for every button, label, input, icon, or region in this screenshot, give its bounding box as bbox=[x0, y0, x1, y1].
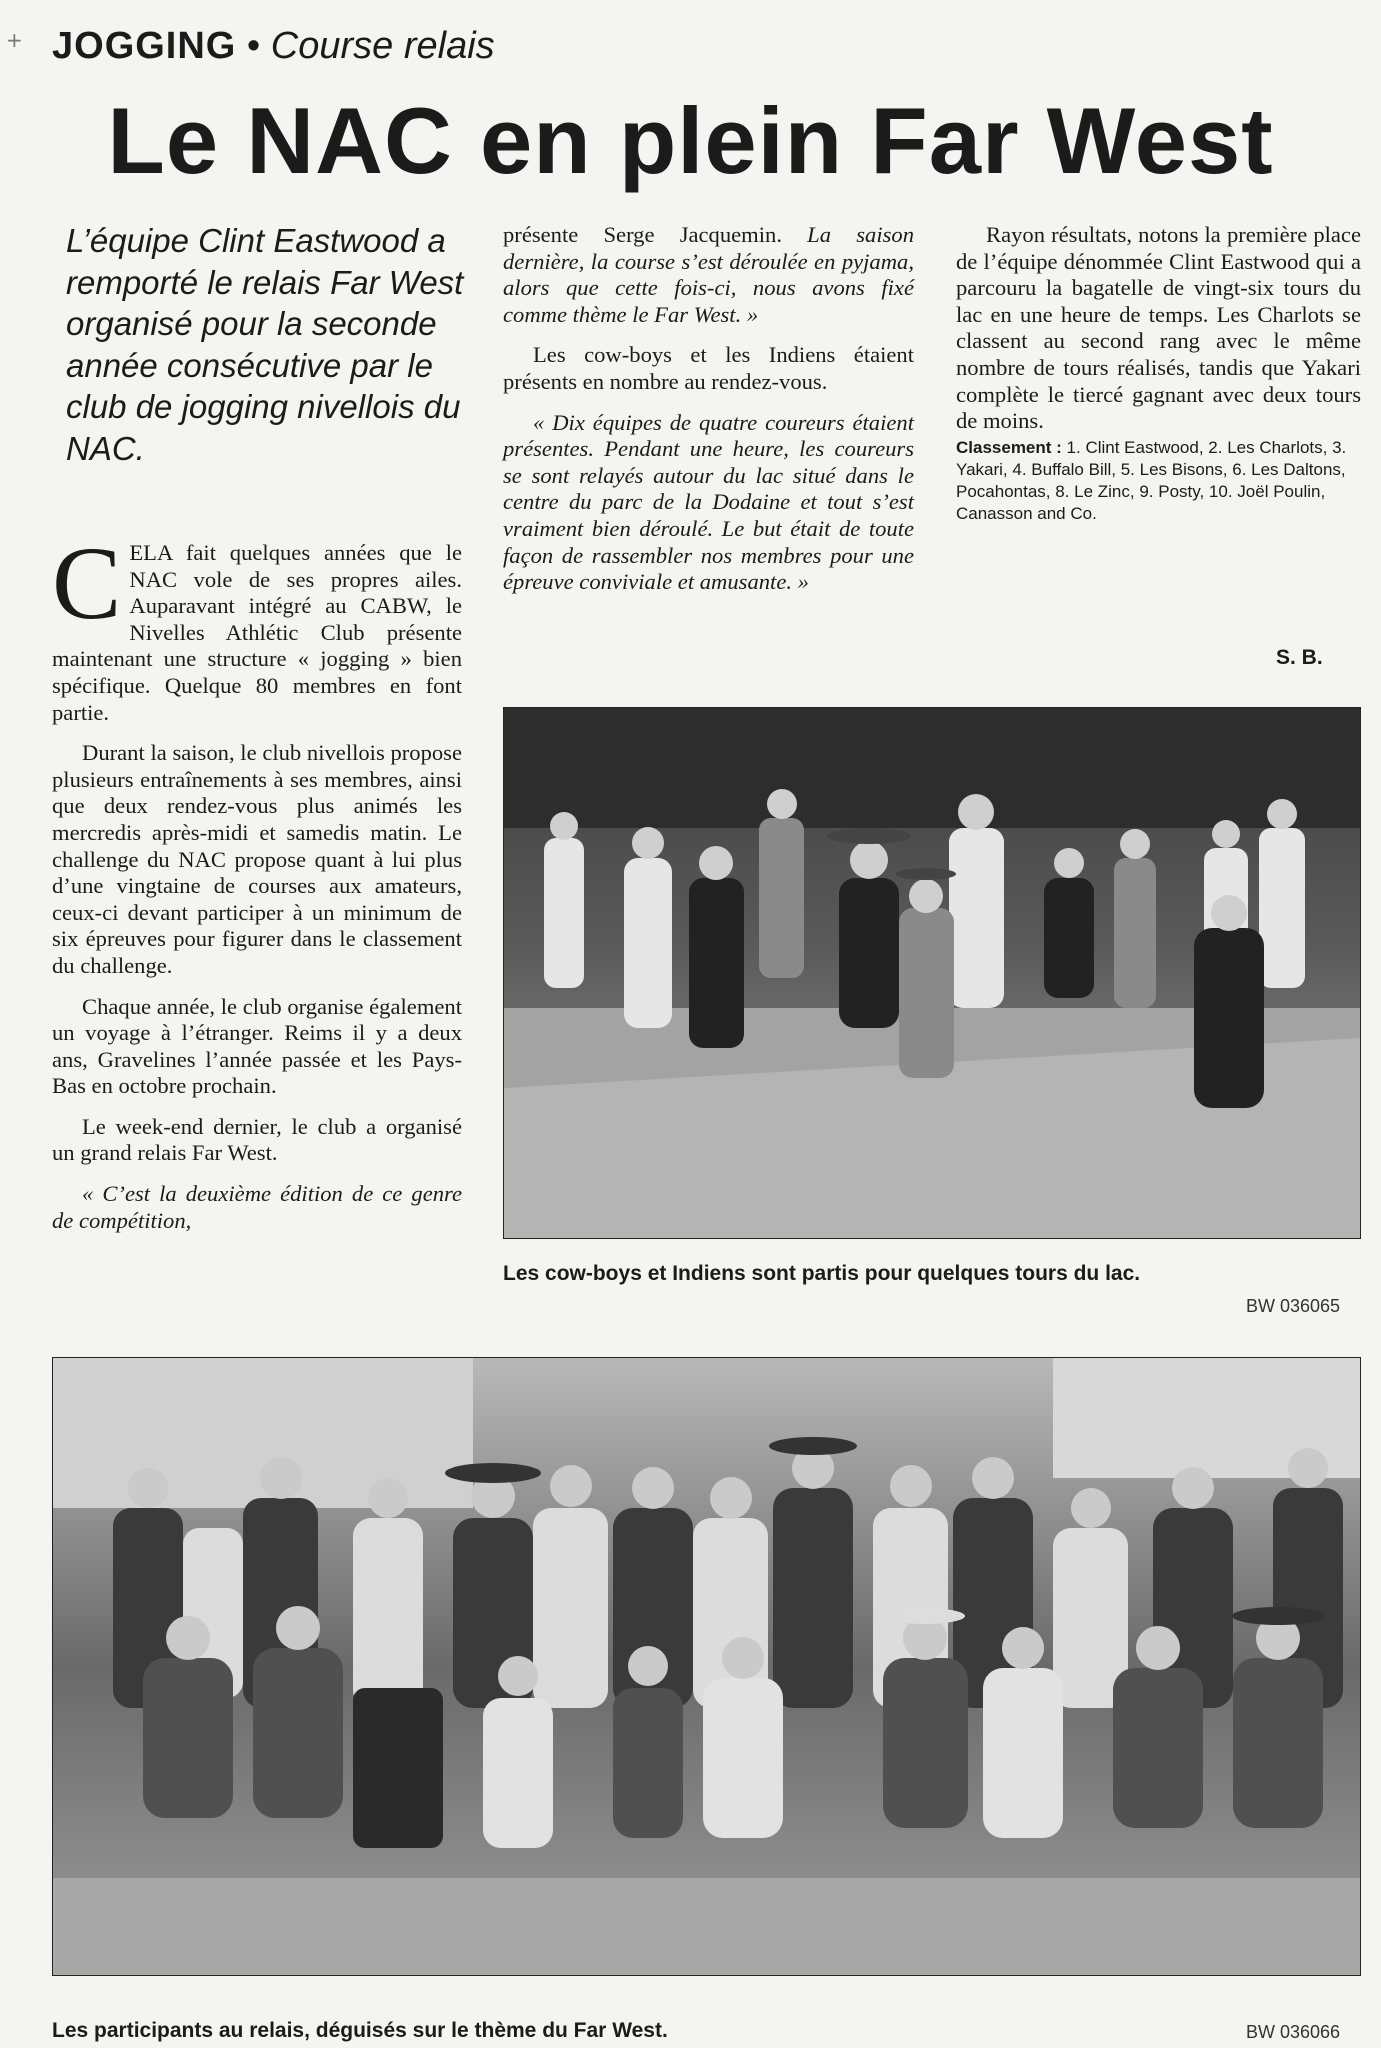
author-signature: S. B. bbox=[1276, 646, 1323, 669]
rubric-subtitle: Course relais bbox=[270, 25, 495, 67]
ranking-label: Classement : bbox=[956, 437, 1062, 457]
lead-paragraph: L’équipe Clint Eastwood a remporté le relais Far West organisé pour la seconde année consécutive par le club de jogging nivellois du NAC. bbox=[66, 222, 464, 467]
body-paragraph: Le week-end dernier, le club a organisé un grand relais Far West. bbox=[52, 1113, 462, 1166]
body-paragraph: Chaque année, le club organise également un voyage à l’étranger. Reims il y a deux ans, Gravelines l’année passée et les Pays-Bas en octobre prochain. bbox=[52, 993, 462, 1099]
body-paragraph: Rayon résultats, notons la première place de l’équipe dénommée Clint Eastwood qui a parcouru la bagatelle de vingt-six tours du lac en une heure de temps. Les Charlots se classent au second rang avec le même nombre de tours réalisés, tandis que Yakari complète le tiercé gagnant avec deux tours de moins. bbox=[956, 222, 1361, 434]
drop-cap: C bbox=[52, 526, 122, 641]
photo-caption: Les cow-boys et Indiens sont partis pour quelques tours du lac. bbox=[503, 1262, 1141, 1285]
article-column-3 bbox=[956, 222, 1361, 525]
crop-mark: + bbox=[6, 28, 23, 52]
ranking-text: 1. Clint Eastwood, 2. Les Charlots, 3. Yakari, 4. Buffalo Bill, 5. Les Bisons, 6. Les Daltons, Pocahontas, 8. Le Zinc, 9. Posty, 10. Joël Poulin, Canasson and Co. bbox=[956, 437, 1347, 523]
results-ranking bbox=[956, 437, 1361, 525]
photo-reference: BW 036065 bbox=[1246, 1296, 1341, 1316]
quote-text: La saison dernière, la course s’est déroulée en pyjama, alors que cette fois-ci, nous avons fixé comme thème le Far West. » bbox=[503, 222, 914, 327]
section-rubric bbox=[52, 22, 495, 70]
rubric-keyword: JOGGING bbox=[52, 25, 237, 67]
body-paragraph: Les cow-boys et les Indiens étaient présents en nombre au rendez-vous. bbox=[503, 342, 914, 394]
body-paragraph: « C’est la deuxième édition de ce genre de compétition, bbox=[52, 1181, 462, 1233]
photo-group bbox=[52, 1357, 1361, 1976]
body-paragraph: Durant la saison, le club nivellois propose plusieurs entraînements à ses membres, ainsi que deux rendez-vous plus animés les mercredis après-midi et samedis matin. Le challenge du NAC propose quant à lui plus d’une vingtaine de courses aux amateurs, ceux-ci devant participer à un minimum de six épreuves pour figurer dans le classement du challenge. bbox=[52, 740, 462, 978]
photo-runners bbox=[503, 707, 1361, 1239]
photo-caption: Les participants au relais, déguisés sur le thème du Far West. bbox=[52, 2019, 668, 2042]
article-column-1 bbox=[52, 526, 462, 1234]
body-paragraph bbox=[52, 526, 462, 726]
paragraph-text: ELA fait quelques années que le NAC vole de ses propres ailes. Auparavant intégré au CABW, le Nivelles Athlétic Club présente maintenant une structure « jogging » bien spécifique. Quelque 80 membres en font partie. bbox=[52, 540, 462, 725]
rubric-separator: • bbox=[236, 25, 271, 67]
photo-reference: BW 036066 bbox=[1246, 2022, 1341, 2042]
article-column-2 bbox=[503, 222, 914, 596]
paragraph-text: présente Serge Jacquemin. bbox=[503, 222, 808, 247]
headline: Le NAC en plein Far West bbox=[107, 88, 1274, 193]
body-paragraph bbox=[503, 222, 914, 328]
body-paragraph: « Dix équipes de quatre coureurs étaient présentes. Pendant une heure, les coureurs se sont relayés autour du lac situé dans le centre du parc de la Dodaine et tout s’est vraiment bien déroulé. Le but était de toute façon de rassembler nos membres pour une épreuve conviviale et amusante. » bbox=[503, 409, 914, 595]
runners-photo-illustration bbox=[504, 708, 1360, 1238]
group-photo-illustration bbox=[53, 1358, 1360, 1975]
